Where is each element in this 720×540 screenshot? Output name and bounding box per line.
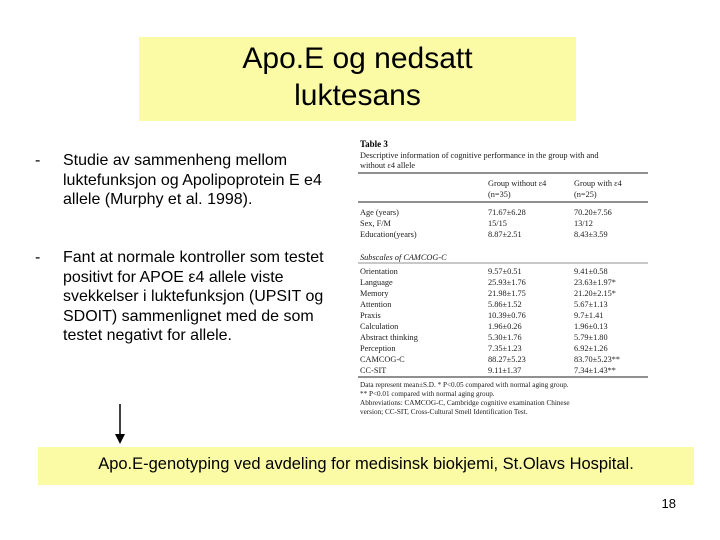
table-title: Table 3: [360, 139, 388, 149]
title-line-1: Apo.E og nedsatt: [242, 42, 473, 75]
row-cell: 8.87±2.51: [488, 230, 522, 239]
row-cell: 23.63±1.97*: [574, 278, 616, 287]
row-cell: 9.11±1.37: [488, 366, 522, 375]
row-cell: 5.67±1.13: [574, 300, 608, 309]
row-label: Attention: [360, 300, 392, 309]
bullet-marker: -: [35, 249, 41, 266]
row-label: Praxis: [360, 311, 381, 320]
footnote-1: Data represent mean±S.D. * P<0.05 compared with normal aging group.: [360, 381, 569, 389]
row-cell: 88.27±5.23: [488, 355, 526, 364]
row-cell: 70.20±7.56: [574, 208, 612, 217]
row-label: Age (years): [360, 208, 399, 217]
row-label: Orientation: [360, 267, 398, 276]
subscale-header: Subscales of CAMCOG-C: [360, 253, 447, 262]
row-label: CC-SIT: [360, 366, 387, 375]
table-svg: [348, 136, 683, 419]
row-cell: 9.57±0.51: [488, 267, 522, 276]
slide-title: [139, 40, 576, 114]
row-label: Abstract thinking: [360, 333, 418, 342]
down-arrow-icon: [112, 404, 128, 444]
table-caption-1: Descriptive information of cognitive performance in the group with and: [360, 151, 599, 160]
col1-header-2: (n=35): [488, 190, 511, 199]
row-label: Sex, F/M: [360, 219, 391, 228]
row-label: Education(years): [360, 230, 417, 239]
col1-header-1: Group without ε4: [488, 179, 547, 188]
row-cell: 10.39±0.76: [488, 311, 526, 320]
row-cell: 1.96±0.26: [488, 322, 522, 331]
row-label: Calculation: [360, 322, 399, 331]
footnote-2: ** P<0.01 compared with normal aging group.: [360, 390, 495, 398]
col2-header-1: Group with ε4: [574, 179, 622, 188]
footnote-3: Abbreviations: CAMCOG-C, Cambridge cognitive examination Chinese: [360, 399, 570, 407]
row-cell: 15/15: [488, 219, 507, 228]
page-number: 18: [661, 496, 676, 511]
bullet-marker: -: [35, 152, 41, 169]
row-cell: 5.86±1.52: [488, 300, 522, 309]
title-line-2: luktesans: [294, 79, 421, 112]
row-cell: 71.67±6.28: [488, 208, 526, 217]
row-label: Language: [360, 278, 393, 287]
row-label: CAMCOG-C: [360, 355, 405, 364]
row-cell: 7.35±1.23: [488, 344, 522, 353]
row-cell: 5.79±1.80: [574, 333, 608, 342]
bullet-text: Fant at normale kontroller som testet positivt for APOE ε4 allele viste svekkelser i luktefunksjon (UPSIT og SDOIT) sammenlignet med de som testet negativt for allele.: [63, 249, 324, 344]
row-cell: 25.93±1.76: [488, 278, 526, 287]
row-cell: 6.92±1.26: [574, 344, 608, 353]
bullet-1: [35, 151, 335, 213]
bullet-2: [35, 248, 335, 383]
scanned-table: [348, 136, 683, 419]
bottom-text: Apo.E-genotyping ved avdeling for medisinsk biokjemi, St.Olavs Hospital.: [98, 455, 634, 473]
bullet-text: Studie av sammenheng mellom luktefunksjon og Apolipoprotein E e4 allele (Murphy et al. 1998).: [63, 152, 322, 208]
row-cell: 7.34±1.43**: [574, 366, 616, 375]
row-cell: 9.41±0.58: [574, 267, 608, 276]
row-cell: 83.70±5.23**: [574, 355, 621, 364]
row-cell: 13/12: [574, 219, 593, 228]
footnote-4: version; CC-SIT, Cross-Cultural Smell Identification Test.: [360, 408, 528, 416]
row-label: Perception: [360, 344, 396, 353]
row-cell: 21.98±1.75: [488, 289, 526, 298]
col2-header-2: (n=25): [574, 190, 597, 199]
row-cell: 9.7±1.41: [574, 311, 604, 320]
row-cell: 8.43±3.59: [574, 230, 608, 239]
row-cell: 5.30±1.76: [488, 333, 522, 342]
row-label: Memory: [360, 289, 389, 298]
row-cell: 1.96±0.13: [574, 322, 608, 331]
rows-sub: [360, 267, 620, 375]
rows-top: [360, 208, 612, 239]
table-caption-2: without ε4 allele: [360, 161, 416, 170]
row-cell: 21.20±2.15*: [574, 289, 616, 298]
